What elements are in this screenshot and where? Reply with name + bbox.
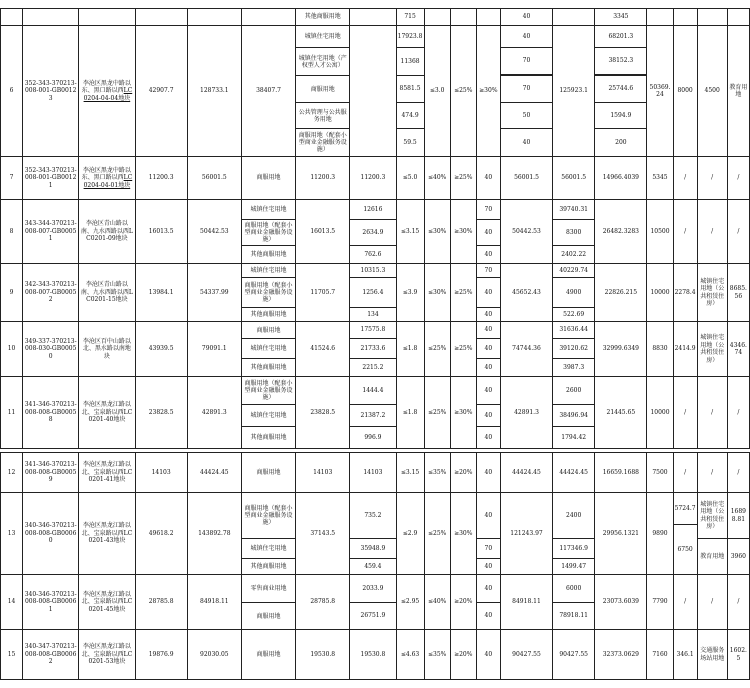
density-cell: ≤30%	[424, 200, 450, 264]
height-cell: 40	[476, 493, 500, 539]
land-area: 23828.5	[135, 377, 187, 449]
capacity-cell: 68201.3	[595, 26, 647, 48]
far-cell: ≤1.8	[396, 322, 424, 377]
height-cell: 40	[476, 453, 500, 493]
total-area: 128733.1	[187, 26, 241, 157]
area-cell: 17575.8	[350, 322, 396, 339]
land-area: 49618.2	[135, 493, 187, 575]
land-area: 28785.8	[135, 575, 187, 630]
parcel-code: 340-347-370213-008-008-GB00062	[23, 630, 79, 680]
location-plot: LC0201-45地块	[88, 598, 133, 613]
col17-cell: /	[727, 575, 749, 630]
height-cell: 40	[476, 308, 500, 322]
extra-cap-b: 3960	[727, 539, 749, 575]
total-area: 92030.05	[187, 630, 241, 680]
capacity-cell: 40229.74	[553, 264, 595, 278]
area-cell: 2634.9	[350, 220, 396, 246]
location-cell	[79, 575, 135, 630]
area-cell: 134	[350, 308, 396, 322]
total-capacity: 50442.53	[500, 200, 552, 264]
area-cell: 26751.9	[350, 603, 396, 630]
row-no: 15	[1, 630, 23, 680]
col15-cell: 4500	[697, 26, 727, 157]
use-cell: 城镇住宅用地	[241, 539, 295, 559]
extra-area-a: 5724.7	[673, 493, 697, 525]
parcel-code: 341-346-370213-008-008-GB00059	[23, 453, 79, 493]
height-cell: 70	[476, 200, 500, 220]
table-row	[1, 26, 750, 48]
capacity-cell: 25744.6	[595, 76, 647, 103]
price-cell: 21445.65	[595, 377, 647, 449]
capacity-cell: 522.69	[553, 308, 595, 322]
price-cell: 32373.0629	[595, 630, 647, 680]
total-capacity: 121243.97	[500, 493, 552, 575]
total-capacity: 74744.36	[500, 322, 552, 377]
use-cell: 城镇住宅用地（产权型人才公寓）	[296, 48, 350, 76]
land-area: 13984.1	[135, 264, 187, 322]
col16-cell: /	[697, 377, 727, 449]
height-cell: 70	[476, 264, 500, 278]
area-cell: 17923.8	[396, 26, 424, 48]
col14-cell: 5345	[647, 157, 673, 200]
col16-cell: 城镇住宅用地（公共租赁住房）	[697, 322, 727, 377]
capacity-cell: 1594.9	[595, 103, 647, 129]
height-cell: 40	[476, 339, 500, 359]
table-row	[1, 575, 750, 603]
parcel-code: 349-337-370213-008-030-GB00050	[23, 322, 79, 377]
location-plot: LC0201-09地块	[86, 227, 133, 243]
height-cell: 40	[500, 9, 552, 26]
capacity-cell: 8300	[553, 220, 595, 246]
price-cell: 14966.4039	[595, 157, 647, 200]
land-table-bottom	[0, 452, 750, 680]
extra-area-b: 6750	[673, 525, 697, 575]
table-row	[1, 9, 750, 26]
parcel-code: 352-343-370213-008-001-GB00123	[23, 26, 79, 157]
green-cell: ≥20%	[450, 630, 476, 680]
green-cell: ≥30%	[450, 377, 476, 449]
height-cell: 40	[476, 575, 500, 603]
price-cell: 16659.1688	[595, 453, 647, 493]
capacity-cell: 2400	[553, 493, 595, 539]
area-cell: 19530.8	[350, 630, 396, 680]
row-no: 10	[1, 322, 23, 377]
planning-area: 28785.8	[296, 575, 350, 630]
location-cell	[79, 26, 135, 157]
area-cell: 21733.6	[350, 339, 396, 359]
total-capacity: 84918.11	[500, 575, 552, 630]
location-cell	[79, 493, 135, 575]
area-cell: 1444.4	[350, 377, 396, 405]
use-cell: 商服用地	[241, 157, 295, 200]
total-area: 50442.53	[187, 200, 241, 264]
use-cell: 商服用地	[296, 76, 350, 103]
height-cell: 40	[476, 359, 500, 377]
height-cell: 40	[476, 246, 500, 264]
location-cell	[79, 630, 135, 680]
col15-cell: /	[673, 200, 697, 264]
location-plot: LC0201-15地块	[86, 288, 133, 304]
location-text: 李沧区黑龙江路以北、宝泉路以西	[81, 590, 131, 606]
location-cell	[79, 264, 135, 322]
use-cell: 城镇住宅用地	[296, 26, 350, 48]
density-cell: ≤40%	[424, 157, 450, 200]
price-cell: 23073.6039	[595, 575, 647, 630]
extra-cap-a: 16898.81	[727, 493, 749, 539]
total-capacity: 125923.1	[553, 26, 595, 157]
planning-area: 23828.5	[296, 377, 350, 449]
location-plot: LC0201-40地块	[88, 408, 133, 424]
col16-cell: 教育用地	[727, 26, 749, 157]
height-cell: 70	[476, 539, 500, 559]
parcel-code: 343-344-370213-008-007-GB00051	[23, 200, 79, 264]
capacity-cell: 6000	[553, 575, 595, 603]
density-cell: ≤35%	[424, 630, 450, 680]
density-cell: ≤35%	[424, 453, 450, 493]
col17-cell: 1602.5	[727, 630, 749, 680]
location-cell	[79, 157, 135, 200]
location-plot: LC0204-04-04地块	[83, 87, 133, 102]
use-cell: 商服用地（配套小型商业金融服务设施）	[241, 220, 295, 246]
height-cell: 40	[500, 129, 552, 157]
col15-cell: 346.1	[673, 630, 697, 680]
far-cell: ≤3.9	[396, 264, 424, 322]
location-cell	[79, 453, 135, 493]
row-no: 8	[1, 200, 23, 264]
table-row	[1, 264, 750, 278]
use-cell: 商服用地（配套小型商业金融服务设施）	[241, 377, 295, 405]
table-row	[1, 157, 750, 200]
price-cell: 22826.215	[595, 264, 647, 322]
density-cell: ≤30%	[424, 264, 450, 322]
planning-area: 11200.3	[296, 157, 350, 200]
parcel-code: 340-346-370213-008-008-GB00061	[23, 575, 79, 630]
area-cell: 996.9	[350, 427, 396, 449]
planning-area: 14103	[296, 453, 350, 493]
land-area: 19876.9	[135, 630, 187, 680]
density-cell: ≤25%	[424, 377, 450, 449]
area-cell: 735.2	[350, 493, 396, 539]
price-cell: 50369.24	[647, 26, 673, 157]
col17-cell: /	[727, 377, 749, 449]
extra-use-a: 城镇住宅用地（公共租赁住房）	[697, 493, 727, 539]
area-cell: 14103	[350, 453, 396, 493]
far-cell: ≤2.95	[396, 575, 424, 630]
height-cell: 40	[476, 220, 500, 246]
col16-cell: /	[697, 157, 727, 200]
area-cell: 59.5	[396, 129, 424, 157]
col15-cell: /	[673, 575, 697, 630]
height-cell: 40	[476, 322, 500, 339]
location-text: 李沧区黑龙江路以北、宝泉路以西	[81, 643, 131, 658]
capacity-cell: 38152.3	[595, 48, 647, 75]
col15-cell: /	[673, 453, 697, 493]
use-cell: 商服用地	[241, 322, 295, 339]
total-capacity: 42891.3	[500, 377, 552, 449]
capacity-cell: 44424.45	[553, 453, 595, 493]
location-plot: LC0201-43地块	[88, 529, 133, 545]
use-cell: 城镇住宅用地	[241, 405, 295, 427]
location-text: 李沧区青山路以南、九水西路以西	[80, 281, 129, 296]
area-cell: 715	[396, 9, 424, 26]
use-cell: 其他商服用地	[241, 246, 295, 264]
planning-area: 11705.7	[296, 264, 350, 322]
col14-cell: 9890	[647, 493, 673, 575]
green-cell: ≥20%	[450, 575, 476, 630]
location-plot: LC0201-53地块	[88, 650, 133, 666]
location-text: 李沧区黑龙中路以东、黑口路以西	[81, 79, 131, 95]
col15-cell: 2414.9	[673, 322, 697, 377]
capacity-cell: 2402.22	[553, 246, 595, 264]
planning-area: 38407.7	[241, 26, 295, 157]
area-cell: 459.4	[350, 559, 396, 575]
use-cell: 城镇住宅用地	[241, 339, 295, 359]
planning-area: 37143.5	[296, 493, 350, 575]
use-cell: 其他商服用地	[241, 359, 295, 377]
height-cell: 50	[500, 103, 552, 129]
location-plot: LC0201-41地块	[88, 468, 133, 484]
row-no: 9	[1, 264, 23, 322]
row-no: 12	[1, 453, 23, 493]
height-cell: 40	[500, 26, 552, 48]
area-cell: 2033.9	[350, 575, 396, 603]
land-area: 42907.7	[135, 26, 187, 157]
far-cell: ≤3.0	[424, 26, 450, 157]
area-cell: 2215.2	[350, 359, 396, 377]
area-cell: 474.9	[396, 103, 424, 129]
col14-cell: 7500	[647, 453, 673, 493]
total-area: 56001.5	[187, 157, 241, 200]
land-area: 11200.3	[135, 157, 187, 200]
use-cell: 商服用地（配套小型商业金融服务设施）	[241, 493, 295, 539]
price-cell: 32999.6349	[595, 322, 647, 377]
row-no: 7	[1, 157, 23, 200]
use-cell: 商服用地	[241, 630, 295, 680]
area-cell: 11368	[396, 48, 424, 76]
extra-use-b: 教育用地	[697, 539, 727, 575]
capacity-cell: 117346.9	[553, 539, 595, 559]
total-area: 54337.99	[187, 264, 241, 322]
col15-cell: /	[673, 157, 697, 200]
col16-cell: /	[697, 200, 727, 264]
use-cell: 商服用地	[241, 603, 295, 630]
far-cell: ≤2.9	[396, 493, 424, 575]
area-cell: 12616	[350, 200, 396, 220]
capacity-cell: 39740.31	[553, 200, 595, 220]
location-cell	[79, 200, 135, 264]
area-cell: 21387.2	[350, 405, 396, 427]
price-cell: 29956.1321	[595, 493, 647, 575]
col14-cell: 7160	[647, 630, 673, 680]
col14-cell: 10000	[647, 264, 673, 322]
far-cell: ≤3.15	[396, 453, 424, 493]
density-cell: ≤25%	[424, 322, 450, 377]
total-area: 143892.78	[187, 493, 241, 575]
capacity-cell: 3345	[595, 9, 647, 26]
area-cell: 1256.4	[350, 278, 396, 308]
row-no: 13	[1, 493, 23, 575]
col14-cell: 10500	[647, 200, 673, 264]
row-no: 11	[1, 377, 23, 449]
use-cell: 公共管理与公共服务用地	[296, 103, 350, 129]
total-capacity: 90427.55	[500, 630, 552, 680]
land-area: 14103	[135, 453, 187, 493]
total-capacity: 45652.43	[500, 264, 552, 322]
density-cell: ≤40%	[424, 575, 450, 630]
table-row	[1, 377, 750, 405]
use-cell: 城镇住宅用地	[241, 200, 295, 220]
price-cell: 26482.3283	[595, 200, 647, 264]
col14-cell: 8000	[673, 26, 697, 157]
table-row	[1, 322, 750, 339]
height-cell: 40	[476, 278, 500, 308]
col16-cell: /	[697, 453, 727, 493]
location-text: 李沧区青山路以南、九水西路以西	[80, 220, 129, 235]
col15-cell: 2278.4	[673, 264, 697, 322]
col16-cell: 城镇住宅用地（公共租赁住房）	[697, 264, 727, 322]
green-cell: ≥25%	[450, 264, 476, 322]
planning-area: 19530.8	[296, 630, 350, 680]
col17-cell: /	[727, 157, 749, 200]
total-area: 84918.11	[187, 575, 241, 630]
total-area: 42891.3	[187, 377, 241, 449]
capacity-cell: 1794.42	[553, 427, 595, 449]
col17-cell: 8685.56	[727, 264, 749, 322]
density-cell: ≤25%	[450, 26, 476, 157]
height-cell: 70	[500, 48, 552, 75]
capacity-cell: 56001.5	[553, 157, 595, 200]
capacity-cell: 1499.47	[553, 559, 595, 575]
far-cell: ≤3.15	[396, 200, 424, 264]
capacity-cell: 39120.62	[553, 339, 595, 359]
parcel-code: 340-346-370213-008-008-GB00060	[23, 493, 79, 575]
capacity-cell: 4900	[553, 278, 595, 308]
use-cell: 其他商服用地	[241, 308, 295, 322]
density-cell: ≤25%	[424, 493, 450, 575]
height-cell: 40	[476, 427, 500, 449]
green-cell: ≥30%	[450, 200, 476, 264]
planning-area: 41524.6	[296, 322, 350, 377]
table-row	[1, 453, 750, 493]
total-capacity: 44424.45	[500, 453, 552, 493]
height-cell: 40	[476, 630, 500, 680]
parcel-code: 341-346-370213-008-008-GB00058	[23, 377, 79, 449]
green-cell: ≥20%	[450, 453, 476, 493]
green-cell: ≥25%	[450, 157, 476, 200]
location-cell: 李沧区百中山路以北、黑水路以南地块	[79, 322, 135, 377]
col17-cell: 4346.74	[727, 322, 749, 377]
use-cell: 其他商服用地	[241, 559, 295, 575]
col16-cell: 交通服务场站用地	[697, 630, 727, 680]
table-row	[1, 200, 750, 220]
location-text: 李沧区黑龙中路以东、黑口路以西	[81, 166, 131, 182]
location-text: 李沧区黑龙江路以北、宝泉路以西	[81, 401, 131, 416]
total-capacity: 56001.5	[500, 157, 552, 200]
height-cell: 40	[476, 377, 500, 405]
total-area: 79091.1	[187, 322, 241, 377]
use-cell: 商服用地（配套小型商业金融服务设施）	[241, 278, 295, 308]
area-cell: 35948.9	[350, 539, 396, 559]
col16-cell: /	[697, 575, 727, 630]
capacity-cell: 38496.94	[553, 405, 595, 427]
row-no: 14	[1, 575, 23, 630]
col14-cell: 8830	[647, 322, 673, 377]
use-cell: 其他商服用地	[241, 427, 295, 449]
col14-cell: 7790	[647, 575, 673, 630]
green-cell: ≥30%	[476, 26, 500, 157]
use-cell: 城镇住宅用地	[241, 264, 295, 278]
table-row	[1, 630, 750, 680]
land-area: 16013.5	[135, 200, 187, 264]
use-cell: 零售商业用地	[241, 575, 295, 603]
capacity-cell: 200	[595, 129, 647, 157]
capacity-cell: 90427.55	[553, 630, 595, 680]
col17-cell: /	[727, 453, 749, 493]
height-cell: 40	[476, 559, 500, 575]
height-cell: 70	[500, 76, 552, 103]
parcel-code: 352-343-370213-008-001-GB00121	[23, 157, 79, 200]
height-cell: 40	[476, 603, 500, 630]
location-text: 李沧区黑龙江路以北、宝泉路以西	[81, 461, 131, 476]
land-table-top	[0, 8, 750, 449]
capacity-cell: 78918.11	[553, 603, 595, 630]
far-cell: ≤5.0	[396, 157, 424, 200]
use-cell: 其他商服用地	[296, 9, 350, 26]
area-cell: 11200.3	[350, 157, 396, 200]
col14-cell: 10000	[647, 377, 673, 449]
col17-cell: /	[727, 200, 749, 264]
table-row	[1, 493, 750, 525]
use-cell: 商服用地（配套小型商业金融服务设施）	[296, 129, 350, 157]
area-cell: 10315.3	[350, 264, 396, 278]
area-cell: 8581.5	[396, 76, 424, 103]
location-cell	[79, 377, 135, 449]
capacity-cell: 3987.3	[553, 359, 595, 377]
col15-cell: /	[673, 377, 697, 449]
height-cell: 40	[476, 157, 500, 200]
green-cell: ≥30%	[450, 493, 476, 575]
parcel-code: 342-343-370213-008-007-GB00052	[23, 264, 79, 322]
land-area: 43939.5	[135, 322, 187, 377]
use-cell: 商服用地	[241, 453, 295, 493]
capacity-cell: 31636.44	[553, 322, 595, 339]
capacity-cell: 2600	[553, 377, 595, 405]
total-area: 44424.45	[187, 453, 241, 493]
planning-area: 16013.5	[296, 200, 350, 264]
far-cell: ≤4.63	[396, 630, 424, 680]
green-cell: ≥25%	[450, 322, 476, 377]
row-no: 6	[1, 26, 23, 157]
location-text: 李沧区黑龙江路以北、宝泉路以西	[81, 522, 131, 537]
location-plot: LC0204-04-01地块	[83, 174, 133, 189]
far-cell: ≤1.8	[396, 377, 424, 449]
height-cell: 40	[476, 405, 500, 427]
area-cell: 762.6	[350, 246, 396, 264]
